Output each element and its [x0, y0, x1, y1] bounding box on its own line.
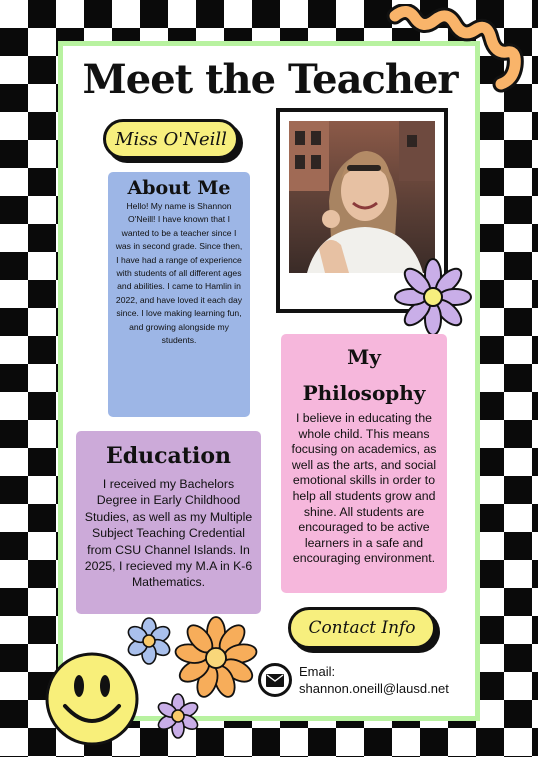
education-heading: Education: [106, 443, 231, 469]
contact-info-label: Contact Info: [308, 618, 416, 638]
teacher-name-badge: [103, 119, 239, 159]
flower-icon: [393, 257, 473, 337]
email-label: Email:: [299, 664, 336, 679]
page-title: Meet the Teacher: [82, 56, 458, 103]
about-me-text: Hello! My name is Shannon O'Neill! I have known that I wanted to be a teacher since I was in second grade. Since then, I have had a range of experience with students of all different ages and abilities. I came to Hamlin in 2022, and have loved it each day since. I love making learning fun, and growing alongside my students.: [115, 201, 243, 346]
about-me-heading: About Me: [127, 177, 231, 199]
email-address[interactable]: shannon.oneill@lausd.net: [299, 681, 449, 696]
education-text: I received my Bachelors Degree in Early Childhood Studies, as well as my Multiple Subject Teaching Credential from CSU Channel Islands. In 2025, I recieved my M.A in K-6 Mathematics.: [84, 477, 253, 590]
teacher-photo: [289, 121, 435, 273]
philosophy-text: I believe in educating the whole child. This means focusing on academics, as well as the arts, and social emotional skills in order to help all students grow and shine. All students are encouraged to be active learners in a safe and encouraging environment.: [291, 411, 437, 566]
flower-icon: [174, 616, 258, 700]
teacher-name: Miss O'Neill: [115, 128, 227, 150]
flower-icon: [154, 692, 202, 740]
philosophy-heading: My Philosophy: [302, 345, 426, 405]
smiley-icon: [43, 650, 141, 748]
education-section: [76, 431, 261, 614]
contact-info-badge: [288, 607, 436, 649]
envelope-icon: [258, 663, 292, 697]
philosophy-section: [281, 334, 447, 593]
about-me-section: [108, 172, 250, 417]
